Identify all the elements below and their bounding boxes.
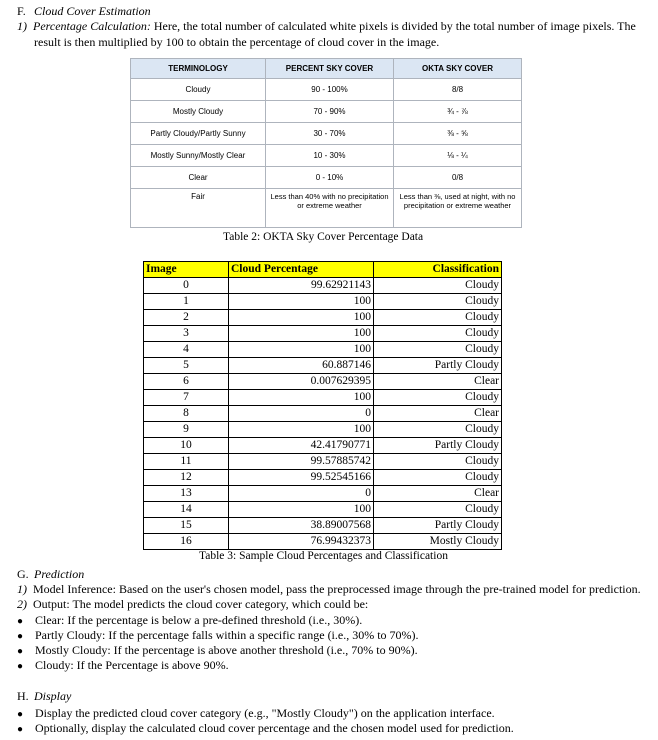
- okta-table: [130, 58, 522, 228]
- table-cell: 5: [144, 358, 229, 374]
- table-cell: 100: [229, 310, 374, 326]
- okta-cell: 10 - 30%: [266, 145, 394, 167]
- table-cell: 100: [229, 502, 374, 518]
- table-row: [144, 438, 502, 454]
- section-h-title: Display: [34, 689, 72, 703]
- list-item: [17, 628, 419, 644]
- table-cell: 38.89007568: [229, 518, 374, 534]
- table-cell: 12: [144, 470, 229, 486]
- sample-header-cell: Cloud Percentage: [229, 262, 374, 278]
- table-cell: 0: [229, 486, 374, 502]
- section-g-title: Prediction: [34, 567, 85, 581]
- table-cell: 100: [229, 326, 374, 342]
- table-cell: 3: [144, 326, 229, 342]
- table-row: [144, 390, 502, 406]
- sample-header-row: [144, 262, 502, 278]
- table-cell: Cloudy: [374, 502, 502, 518]
- item-f1-num: 1): [17, 19, 27, 33]
- sample-table-caption: Table 3: Sample Cloud Percentages and Classification: [199, 550, 448, 562]
- okta-row: [131, 145, 522, 167]
- table-cell: Partly Cloudy: [374, 358, 502, 374]
- table-row: [144, 454, 502, 470]
- bullet-icon: ●: [17, 631, 24, 642]
- okta-header-cell: PERCENT SKY COVER: [266, 59, 394, 79]
- section-g-letter: G.: [17, 567, 29, 581]
- table-row: [144, 422, 502, 438]
- table-cell: 0.007629395: [229, 374, 374, 390]
- table-cell: 14: [144, 502, 229, 518]
- table-cell: 1: [144, 294, 229, 310]
- list-item-text: Clear: If the percentage is below a pre-defined threshold (i.e., 30%).: [35, 613, 363, 627]
- table-cell: 10: [144, 438, 229, 454]
- table-cell: 13: [144, 486, 229, 502]
- okta-row: [131, 101, 522, 123]
- table-cell: 100: [229, 294, 374, 310]
- table-row: [144, 310, 502, 326]
- okta-cell: Partly Cloudy/Partly Sunny: [131, 123, 266, 145]
- item-f1: [17, 19, 647, 34]
- section-f-title: Cloud Cover Estimation: [34, 4, 151, 18]
- table-row: [144, 358, 502, 374]
- section-f-heading: [17, 4, 151, 19]
- table-cell: 16: [144, 534, 229, 550]
- table-row: [144, 486, 502, 502]
- table-row: [144, 374, 502, 390]
- table-cell: 100: [229, 422, 374, 438]
- bullet-icon: ●: [17, 646, 24, 657]
- bullet-icon: ●: [17, 661, 24, 672]
- table-cell: Cloudy: [374, 342, 502, 358]
- list-item-text: Mostly Cloudy: If the percentage is above another threshold (i.e., 70% to 90%).: [35, 643, 418, 657]
- item-g2-num: 2): [17, 597, 27, 611]
- table-cell: 99.57885742: [229, 454, 374, 470]
- table-cell: 99.52545166: [229, 470, 374, 486]
- table-cell: 42.41790771: [229, 438, 374, 454]
- list-item: [17, 721, 514, 737]
- table-row: [144, 342, 502, 358]
- list-item: [17, 613, 362, 629]
- table-cell: Cloudy: [374, 454, 502, 470]
- sample-table: [143, 261, 502, 550]
- okta-cell: Fair: [131, 189, 266, 228]
- table-cell: Cloudy: [374, 310, 502, 326]
- okta-row: [131, 79, 522, 101]
- okta-cell: Mostly Cloudy: [131, 101, 266, 123]
- table-cell: Cloudy: [374, 278, 502, 294]
- sample-header-cell: Classification: [374, 262, 502, 278]
- table-row: [144, 534, 502, 550]
- table-row: [144, 518, 502, 534]
- okta-cell: 0 - 10%: [266, 167, 394, 189]
- item-f1-line1: Here, the total number of calculated white pixels is divided by the total number of image pixels. The: [153, 19, 636, 33]
- list-item-text: Optionally, display the calculated cloud cover percentage and the chosen model used for prediction.: [35, 721, 514, 735]
- list-item-text: Cloudy: If the Percentage is above 90%.: [35, 658, 229, 672]
- table-cell: Partly Cloudy: [374, 518, 502, 534]
- item-f1-line2: result is then multiplied by 100 to obtain the percentage of cloud cover in the image.: [34, 35, 440, 49]
- list-item-text: Partly Cloudy: If the percentage falls within a specific range (i.e., 30% to 70%).: [35, 628, 419, 642]
- table-cell: 0: [229, 406, 374, 422]
- section-g-heading: [17, 567, 84, 582]
- table-cell: 6: [144, 374, 229, 390]
- table-cell: Clear: [374, 406, 502, 422]
- table-cell: Cloudy: [374, 294, 502, 310]
- okta-cell: 70 - 90%: [266, 101, 394, 123]
- table-cell: 8: [144, 406, 229, 422]
- table-cell: Mostly Cloudy: [374, 534, 502, 550]
- okta-cell: 0/8: [394, 167, 522, 189]
- table-cell: Cloudy: [374, 390, 502, 406]
- okta-cell: Mostly Sunny/Mostly Clear: [131, 145, 266, 167]
- okta-header-row: [131, 59, 522, 79]
- section-f-letter: F.: [17, 4, 26, 18]
- table-row: [144, 470, 502, 486]
- table-row: [144, 502, 502, 518]
- okta-header-cell: TERMINOLOGY: [131, 59, 266, 79]
- section-h-heading: [17, 689, 71, 704]
- table-cell: 11: [144, 454, 229, 470]
- table-cell: 100: [229, 390, 374, 406]
- list-item: [17, 706, 495, 722]
- item-f1-lead: Percentage Calculation:: [33, 19, 151, 33]
- table-cell: Clear: [374, 374, 502, 390]
- section-h-letter: H.: [17, 689, 29, 703]
- table-cell: 7: [144, 390, 229, 406]
- item-g2-text: Output: The model predicts the cloud cover category, which could be:: [33, 597, 369, 611]
- list-item-text: Display the predicted cloud cover category (e.g., "Mostly Cloudy") on the application interface.: [35, 706, 495, 720]
- table-row: [144, 294, 502, 310]
- table-cell: 2: [144, 310, 229, 326]
- okta-cell: 90 - 100%: [266, 79, 394, 101]
- sample-table-body: [144, 278, 502, 550]
- bullet-icon: ●: [17, 709, 24, 720]
- sample-header-cell: Image: [144, 262, 229, 278]
- table-cell: Clear: [374, 486, 502, 502]
- table-cell: 4: [144, 342, 229, 358]
- table-row: [144, 278, 502, 294]
- okta-cell: ⅜ - ⅝: [394, 123, 522, 145]
- table-cell: Cloudy: [374, 326, 502, 342]
- list-item: [17, 643, 418, 659]
- table-cell: 0: [144, 278, 229, 294]
- table-cell: Cloudy: [374, 470, 502, 486]
- item-g1: [17, 582, 647, 597]
- table-row: [144, 406, 502, 422]
- okta-cell: ¾ - ⅞: [394, 101, 522, 123]
- table-cell: Cloudy: [374, 422, 502, 438]
- okta-cell: Clear: [131, 167, 266, 189]
- table-cell: 9: [144, 422, 229, 438]
- table-cell: Partly Cloudy: [374, 438, 502, 454]
- okta-cell: 30 - 70%: [266, 123, 394, 145]
- bullet-icon: ●: [17, 616, 24, 627]
- item-g1-text: Model Inference: Based on the user's chosen model, pass the preprocessed image through the pre-trained model for prediction.: [33, 582, 641, 596]
- table-cell: 99.62921143: [229, 278, 374, 294]
- table-cell: 100: [229, 342, 374, 358]
- table-cell: 60.887146: [229, 358, 374, 374]
- okta-header-cell: OKTA SKY COVER: [394, 59, 522, 79]
- bullet-icon: ●: [17, 724, 24, 735]
- okta-cell: Less than ⅜, used at night, with no precipitation or extreme weather: [394, 189, 522, 228]
- okta-cell: 8/8: [394, 79, 522, 101]
- table-cell: 15: [144, 518, 229, 534]
- item-g1-num: 1): [17, 582, 27, 596]
- okta-cell: Less than 40% with no precipitation or extreme weather: [266, 189, 394, 228]
- table-row: [144, 326, 502, 342]
- table-cell: 76.99432373: [229, 534, 374, 550]
- okta-table-caption: Table 2: OKTA Sky Cover Percentage Data: [223, 231, 424, 243]
- okta-cell: ⅛ - ¼: [394, 145, 522, 167]
- okta-row: [131, 167, 522, 189]
- list-item: [17, 658, 229, 674]
- okta-row: [131, 189, 522, 228]
- okta-cell: Cloudy: [131, 79, 266, 101]
- item-g2: [17, 597, 647, 612]
- okta-row: [131, 123, 522, 145]
